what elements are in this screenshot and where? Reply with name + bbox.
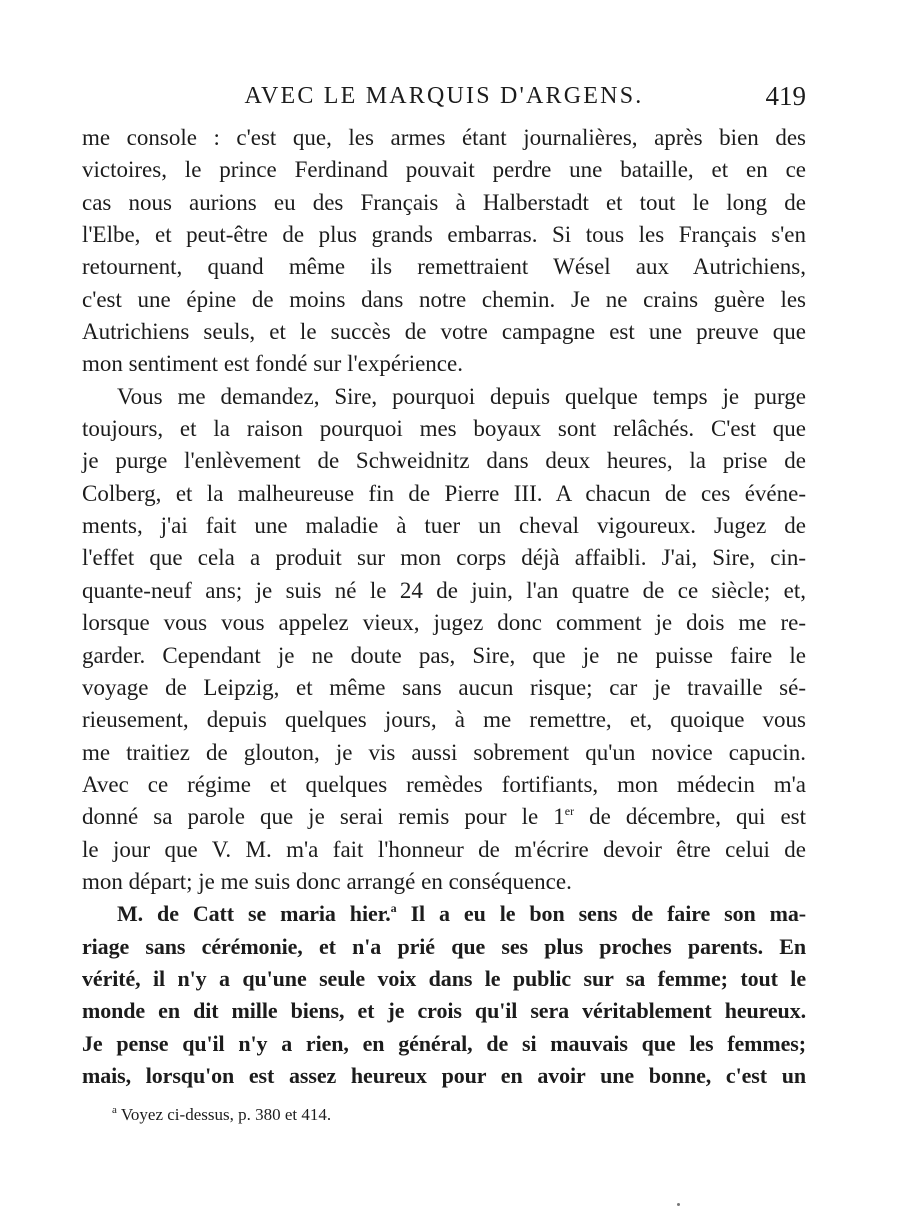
running-head bbox=[82, 78, 806, 114]
superscript: er bbox=[564, 804, 575, 819]
text-line: mon sentiment est fondé sur l'expérience. bbox=[82, 351, 463, 377]
text-line: victoires, le prince Ferdinand pouvait perdre une bataille, et en ce bbox=[82, 157, 806, 183]
footnote bbox=[112, 1102, 331, 1128]
text-fragment: M. de Catt se maria hier. bbox=[117, 901, 391, 927]
text-line: monde en dit mille biens, et je crois qu'il sera véritablement heureux. bbox=[82, 998, 806, 1024]
body-text bbox=[82, 122, 806, 1092]
running-title: AVEC LE MARQUIS D'ARGENS. bbox=[244, 83, 644, 109]
text-line: quante-neuf ans; je suis né le 24 de juin, l'an quatre de ce siècle; et, bbox=[82, 577, 806, 603]
text-line: l'Elbe, et peut-être de plus grands embarras. Si tous les Français s'en bbox=[82, 222, 806, 248]
text-line: c'est une épine de moins dans notre chemin. Je ne crains guère les bbox=[82, 286, 806, 312]
text-fragment: Il a eu le bon sens de faire son ma- bbox=[396, 901, 806, 927]
footnote-reference: a bbox=[390, 901, 397, 916]
page-number: 419 bbox=[765, 81, 806, 111]
text-line: toujours, et la raison pourquoi mes boyaux sont relâchés. C'est que bbox=[82, 416, 806, 442]
text-line: mais, lorsqu'on est assez heureux pour en avoir une bonne, c'est un bbox=[82, 1062, 806, 1088]
text-line: je purge l'enlèvement de Schweidnitz dans deux heures, la prise de bbox=[82, 448, 806, 474]
paragraph-start-line bbox=[82, 898, 806, 930]
text-line: Autrichiens seuls, et le succès de votre campagne est une preuve que bbox=[82, 319, 806, 345]
text-line: Colberg, et la malheureuse fin de Pierre III. A chacun de ces événe- bbox=[82, 480, 806, 506]
text-line: retournent, quand même ils remettraient Wésel aux Autrichiens, bbox=[82, 254, 806, 280]
text-line: lorsque vous vous appelez vieux, jugez donc comment je dois me re- bbox=[82, 610, 806, 636]
paper-speck bbox=[677, 1203, 680, 1206]
text-line bbox=[82, 801, 806, 833]
text-line: rieusement, depuis quelques jours, à me remettre, et, quoique vous bbox=[82, 707, 806, 733]
text-line: cas nous aurions eu des Français à Halberstadt et tout le long de bbox=[82, 189, 806, 215]
footnote-text: Voyez ci-dessus, p. 380 et 414. bbox=[116, 1105, 332, 1124]
text-line: voyage de Leipzig, et même sans aucun risque; car je travaille sé- bbox=[82, 674, 806, 700]
text-line: l'effet que cela a produit sur mon corps déjà affaibli. J'ai, Sire, cin- bbox=[82, 545, 806, 571]
text-fragment: donné sa parole que je serai remis pour le 1 bbox=[82, 804, 565, 830]
text-line: Avec ce régime et quelques remèdes fortifiants, mon médecin m'a bbox=[82, 771, 806, 797]
footnote-marker: a bbox=[112, 1104, 117, 1116]
text-line: Je pense qu'il n'y a rien, en général, de si mauvais que les femmes; bbox=[82, 1030, 806, 1056]
text-line: me console : c'est que, les armes étant journalières, après bien des bbox=[82, 125, 806, 150]
text-line: mon départ; je me suis donc arrangé en conséquence. bbox=[82, 868, 572, 894]
text-fragment: de décembre, qui est bbox=[574, 804, 807, 830]
text-line: me traitiez de glouton, je vis aussi sobrement qu'un novice capucin. bbox=[82, 739, 806, 765]
text-line: riage sans cérémonie, et n'a prié que ses plus proches parents. En bbox=[82, 933, 806, 959]
text-line: le jour que V. M. m'a fait l'honneur de m'écrire devoir être celui de bbox=[82, 836, 806, 862]
text-line: ments, j'ai fait une maladie à tuer un cheval vigoureux. Jugez de bbox=[82, 513, 806, 539]
text-line: garder. Cependant je ne doute pas, Sire, que je ne puisse faire le bbox=[82, 642, 806, 668]
paragraph-start-line: Vous me demandez, Sire, pourquoi depuis quelque temps je purge bbox=[117, 383, 806, 409]
text-line: vérité, il n'y a qu'une seule voix dans le public sur sa femme; tout le bbox=[82, 965, 806, 991]
